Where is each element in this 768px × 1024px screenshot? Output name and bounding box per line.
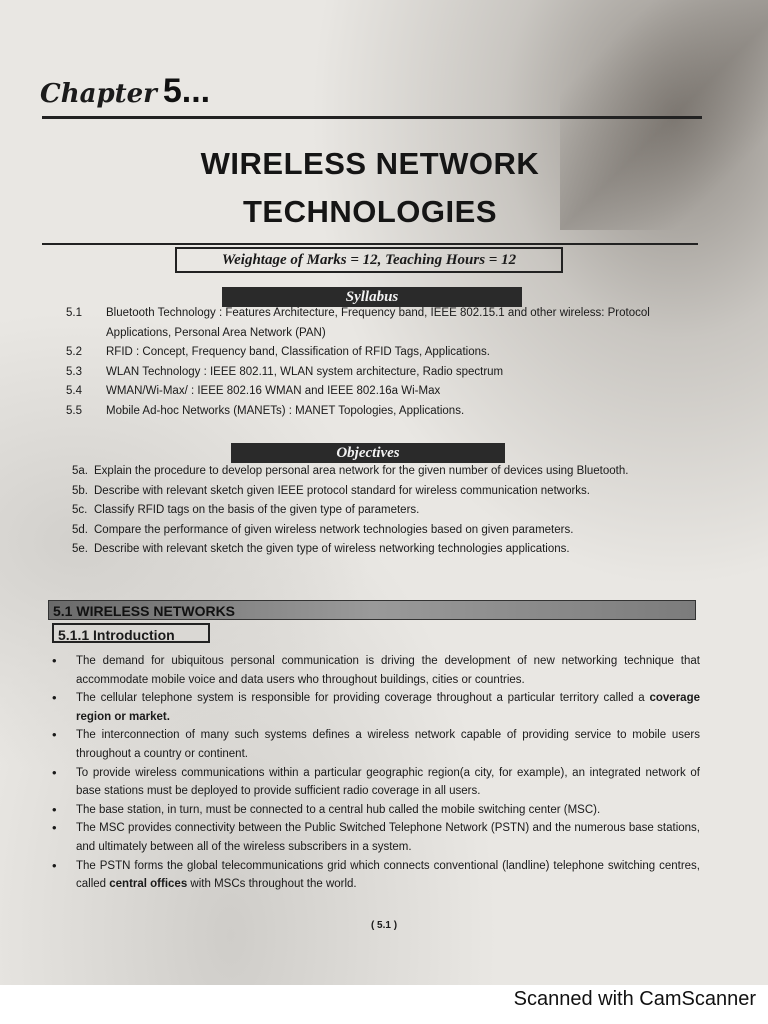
chapter-title-line2: TECHNOLOGIES <box>242 194 497 229</box>
objective-item-text: Describe with relevant sketch the given type of wireless networking technologies applications. <box>94 543 570 555</box>
bullet-text: The demand for ubiquitous personal communication is driving the development of new networking technique that accommodate mobile voice and data users who throughout buildings, cities or countries. <box>76 655 700 686</box>
scanner-watermark: Scanned with CamScanner <box>513 988 756 1010</box>
objective-item <box>72 521 700 541</box>
syllabus-item-text: RFID : Concept, Frequency band, Classification of RFID Tags, Applications. <box>106 346 490 358</box>
objective-item-text: Describe with relevant sketch given IEEE protocol standard for wireless communication networks. <box>94 484 590 497</box>
bullet-icon: • <box>52 801 57 817</box>
syllabus-item <box>66 363 706 383</box>
bullet-item <box>52 726 700 763</box>
bullet-icon: • <box>52 857 57 873</box>
objective-item <box>72 501 700 521</box>
syllabus-item-text: WLAN Technology : IEEE 802.11, WLAN system architecture, Radio spectrum <box>106 365 504 378</box>
syllabus-item-text: WMAN/Wi-Max/ : IEEE 802.16 WMAN and IEEE 802.16a Wi-Max <box>106 385 441 397</box>
objective-item <box>72 462 700 482</box>
syllabus-item <box>66 304 706 343</box>
syllabus-item-number: 5.5 <box>66 404 82 417</box>
bullet-icon: • <box>52 727 57 743</box>
weightage-box: Weightage of Marks = 12, Teaching Hours = 12 <box>175 247 563 273</box>
chapter-word: Chapter <box>40 79 157 109</box>
introduction-bullets <box>52 652 700 894</box>
syllabus-list <box>66 304 706 421</box>
objective-item-number: 5c. <box>72 504 88 516</box>
bullet-text: The cellular telephone system is responsible for providing coverage throughout a particular territory called a coverage region or market. <box>76 692 700 723</box>
objective-item <box>72 540 700 560</box>
chapter-rule <box>42 116 702 119</box>
syllabus-item-text: Bluetooth Technology : Features Architecture, Frequency band, IEEE 802.15.1 and other wireless: Protocol Applications, Personal Area Network (PAN) <box>106 307 650 339</box>
objectives-heading: Objectives <box>231 443 505 463</box>
bullet-item <box>52 652 700 689</box>
bullet-item <box>52 857 700 894</box>
objective-item-text: Explain the procedure to develop personal area network for the given number of devices using Bluetooth. <box>94 465 629 477</box>
chapter-title <box>0 140 740 236</box>
objective-item-number: 5d. <box>72 523 88 536</box>
bullet-text: The MSC provides connectivity between the Public Switched Telephone Network (PSTN) and the numerous base stations, and ultimately between all of the wireless subscribers in a system. <box>76 822 700 853</box>
syllabus-item-number: 5.3 <box>66 365 82 378</box>
objective-item <box>72 482 700 502</box>
bullet-icon: • <box>52 764 57 780</box>
chapter-number: 5... <box>162 72 211 110</box>
chapter-label <box>40 72 210 111</box>
bullet-icon: • <box>52 820 57 836</box>
syllabus-item <box>66 382 706 402</box>
bullet-icon: • <box>52 653 57 668</box>
objective-item-number: 5a. <box>72 465 88 477</box>
syllabus-item <box>66 343 706 363</box>
syllabus-item-number: 5.4 <box>66 385 82 397</box>
syllabus-item-text: Mobile Ad-hoc Networks (MANETs) : MANET Topologies, Applications. <box>106 404 465 417</box>
objective-item-text: Classify RFID tags on the basis of the given type of parameters. <box>94 504 420 516</box>
syllabus-item <box>66 402 706 422</box>
bold-term: central offices <box>109 878 188 891</box>
objectives-list <box>72 462 700 560</box>
syllabus-item-number: 5.1 <box>66 307 82 319</box>
bullet-text: To provide wireless communications within a particular geographic region(a city, for example), an integrated network of base stations must be deployed to provide sufficient radio coverage in all users. <box>76 766 700 798</box>
syllabus-heading: Syllabus <box>222 287 522 307</box>
syllabus-item-number: 5.2 <box>66 346 82 358</box>
subsection-heading: 5.1.1 Introduction <box>52 623 210 643</box>
bold-term: coverage region or market. <box>76 692 700 723</box>
page-number: ( 5.1 ) <box>370 920 398 931</box>
chapter-title-line1: WIRELESS NETWORK <box>200 146 540 181</box>
objective-item-number: 5b. <box>72 484 88 497</box>
bullet-item <box>52 764 700 801</box>
bullet-text: The interconnection of many such systems defines a wireless network capable of providing service to mobile users throughout a country or continent. <box>76 729 700 760</box>
bullet-item <box>52 689 700 726</box>
section-heading: 5.1 WIRELESS NETWORKS <box>48 600 696 620</box>
bullet-item <box>52 819 700 856</box>
bullet-icon: • <box>52 690 57 706</box>
bullet-text: The base station, in turn, must be connected to a central hub called the mobile switching center (MSC). <box>76 803 601 816</box>
objective-item-text: Compare the performance of given wireless network technologies based on given parameters. <box>94 523 574 536</box>
bullet-text: The PSTN forms the global telecommunications grid which connects conventional (landline) telephone switching centres, called central offices with MSCs throughout the world. <box>76 859 700 891</box>
title-rule <box>42 243 698 245</box>
objective-item-number: 5e. <box>72 543 88 555</box>
bullet-item <box>52 801 700 820</box>
